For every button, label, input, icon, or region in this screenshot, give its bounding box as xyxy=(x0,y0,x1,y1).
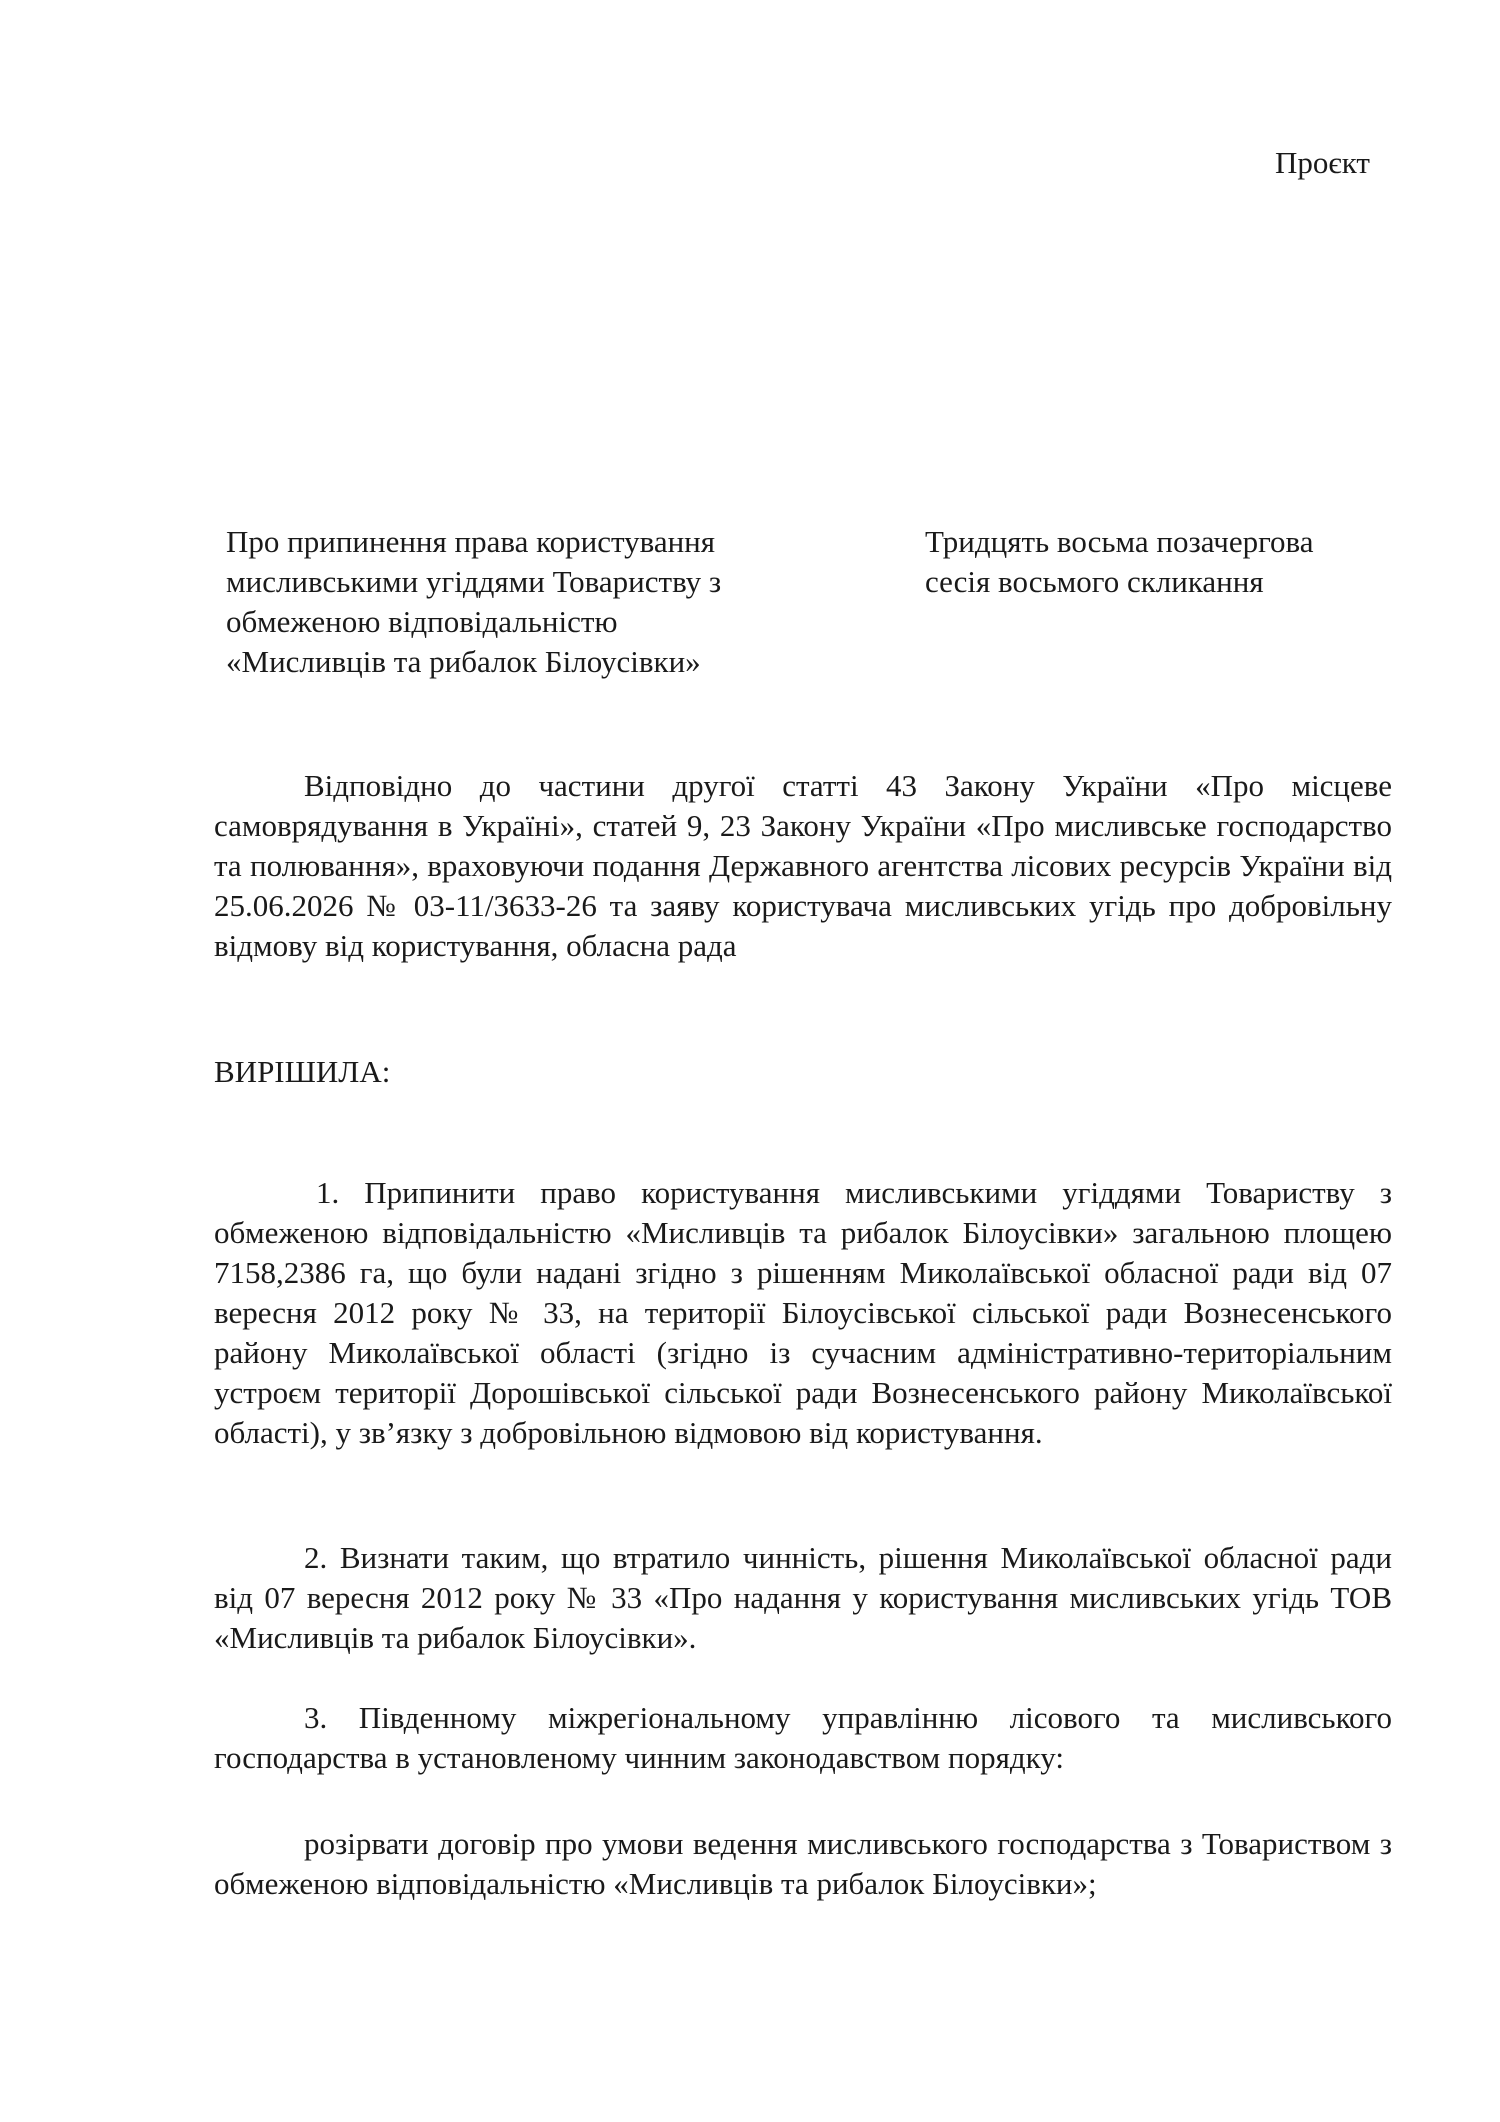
subject-line: мисливськими угіддями Товариству з xyxy=(226,564,722,599)
subject-line: «Мисливців та рибалок Білоусівки» xyxy=(226,644,701,679)
decision-subitem-3-1 xyxy=(214,1824,1392,1904)
item-paragraph: 2. Визнати таким, що втратило чинність, рішення Миколаївської обласної ради від 07 вересня 2012 року № 33 «Про надання у користування мисливських угідь ТОВ «Мисливців та рибалок Білоусівки». xyxy=(214,1540,1392,1655)
decision-subject-title xyxy=(226,522,846,682)
subitem-paragraph: розірвати договір про умови ведення мисливського господарства з Товариством з обмеженою відповідальністю «Мисливців та рибалок Білоусівки»; xyxy=(214,1826,1392,1901)
session-line: Тридцять восьма позачергова xyxy=(925,524,1314,559)
session-info xyxy=(925,522,1425,602)
subject-line: обмеженою відповідальністю xyxy=(226,604,618,639)
item-paragraph: 1. Припинити право користування мисливськими угіддями Товариству з обмеженою відповідальністю «Мисливців та рибалок Білоусівки» загальною площею 7158,2386 га, що були надані згідно з рішенням Миколаївської обласної ради від 07 вересня 2012 року № 33, на території Білоусівської сільської ради Вознесенського району Миколаївської області (згідно із сучасним адміністративно-територіальним устроєм території Дорошівської сільської ради Вознесенського району Миколаївської області), у зв’язку з добровільною відмовою від користування. xyxy=(214,1175,1392,1450)
decision-item-1 xyxy=(214,1173,1392,1453)
preamble-section xyxy=(214,766,1392,966)
subject-line: Про припинення права користування xyxy=(226,524,716,559)
draft-status-label: Проєкт xyxy=(1275,145,1370,180)
item-paragraph: 3. Південному міжрегіональному управлінню лісового та мисливського господарства в установленому чинним законодавством порядку: xyxy=(214,1700,1392,1775)
decision-heading: ВИРІШИЛА: xyxy=(214,1054,391,1089)
session-line: сесія восьмого скликання xyxy=(925,564,1264,599)
decision-item-2 xyxy=(214,1538,1392,1658)
preamble-paragraph: Відповідно до частини другої статті 43 Закону України «Про місцеве самоврядування в Україні», статей 9, 23 Закону України «Про мисливське господарство та полювання», враховуючи подання Державного агентства лісових ресурсів України від 25.06.2026 № 03-11/3633-26 та заяву користувача мисливських угідь про добровільну відмову від користування, обласна рада xyxy=(214,768,1392,963)
decision-item-3 xyxy=(214,1698,1392,1778)
